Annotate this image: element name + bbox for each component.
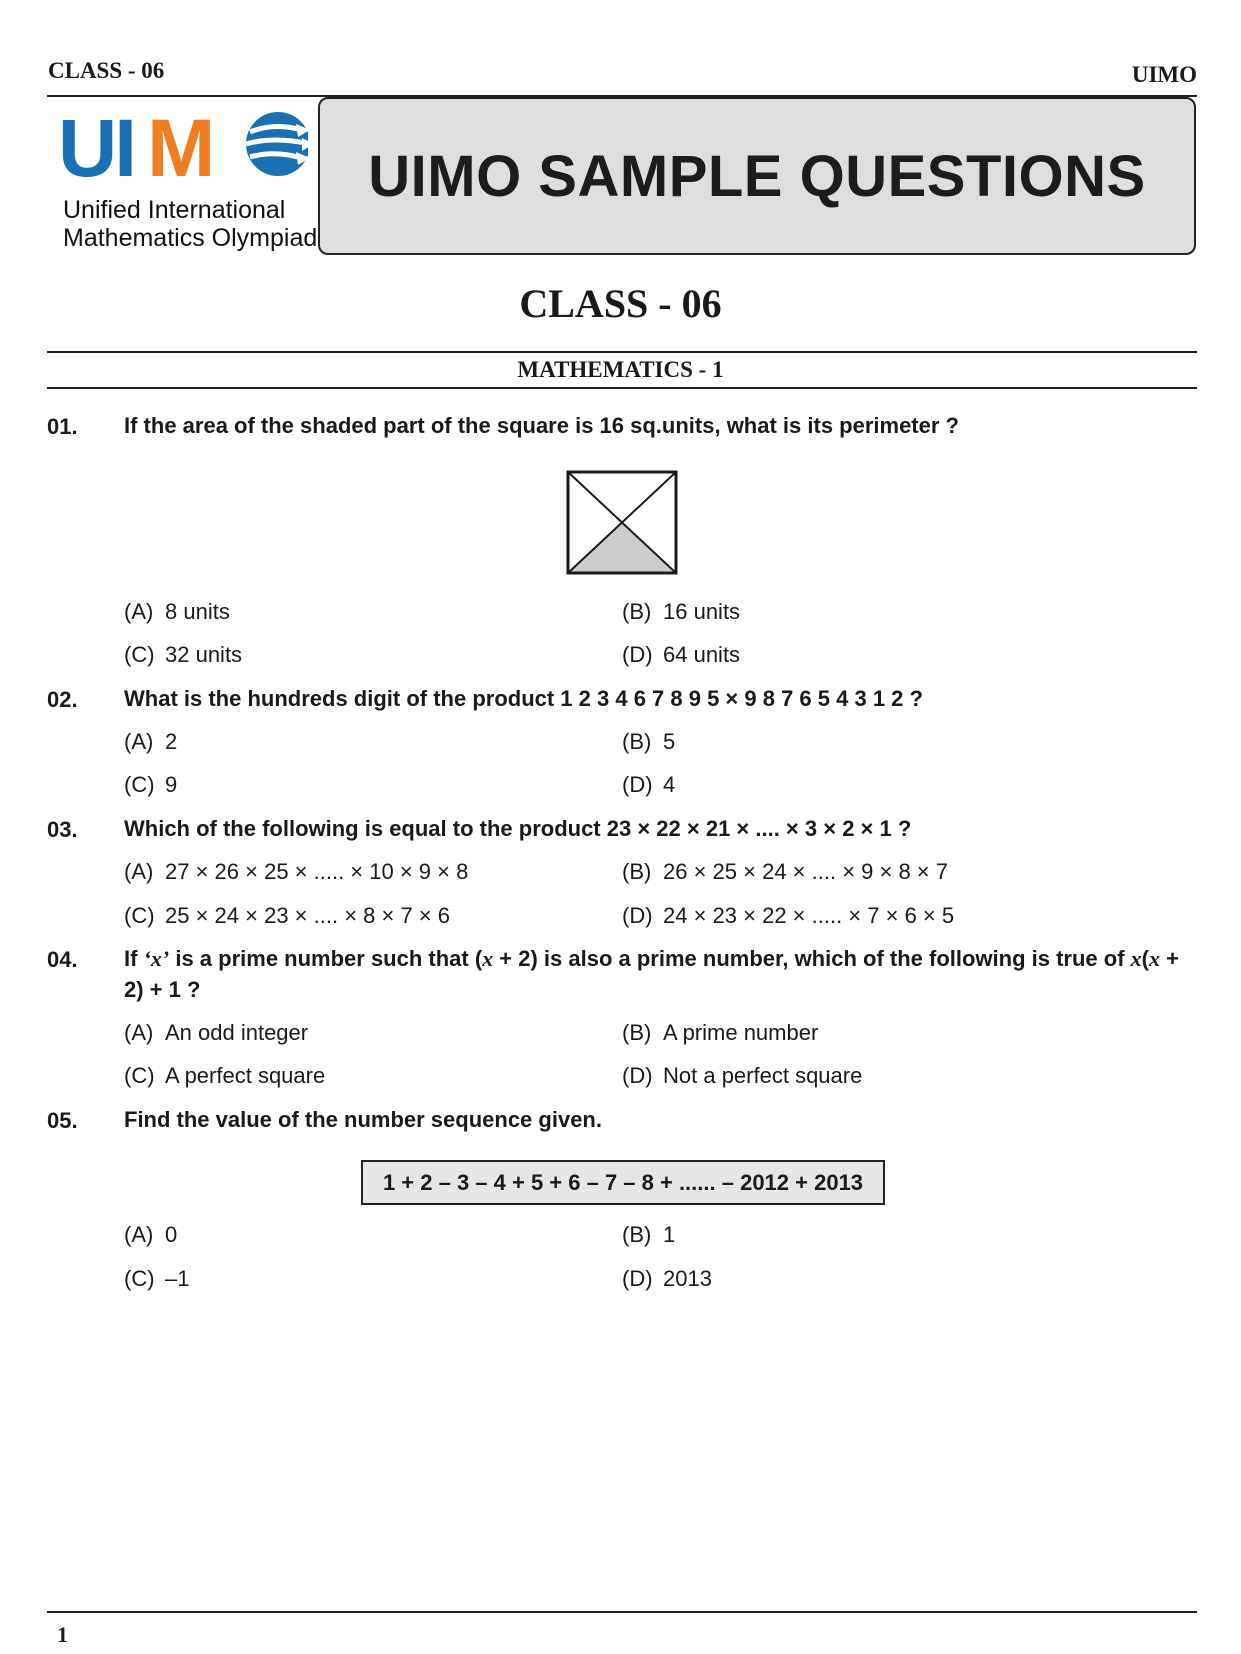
option-label: (C) [124,642,155,667]
shaded-square-figure [566,470,678,575]
option-label: (B) [622,1222,652,1247]
option-d [622,1063,862,1089]
option-label: (A) [124,729,154,754]
option-label: (B) [622,599,652,624]
banner-title: UIMO SAMPLE QUESTIONS [368,143,1146,209]
subject-top-rule [47,351,1197,353]
sequence-box: 1 + 2 – 3 – 4 + 5 + 6 – 7 – 8 + ...... – 2012 + 2013 [361,1160,885,1205]
option-text: 4 [663,772,676,797]
option-text: A prime number [663,1020,819,1045]
option-c [124,1063,325,1089]
option-label: (D) [622,903,653,928]
option-label: (C) [124,903,155,928]
option-label: (A) [124,859,154,884]
shaded-triangle [568,523,676,574]
question-number: 02. [47,687,78,712]
logo-subtitle-line1: Unified International [63,196,286,224]
option-c [124,903,450,929]
option-c [124,642,242,668]
subject-bottom-rule [47,387,1197,389]
option-a [124,1020,308,1046]
question-text: If ‘x’ is a prime number such that (x + 2) is also a prime number, which of the following is true of x(x + 2) + 1 ? [124,946,1179,1002]
option-label: (C) [124,772,155,797]
option-text: 5 [663,729,676,754]
title-banner [318,97,1196,255]
option-a [124,1222,177,1248]
option-b [622,729,675,755]
question-text: What is the hundreds digit of the product 1 2 3 4 6 7 8 9 5 × 9 8 7 6 5 4 3 1 2 ? [124,686,923,711]
option-text: 2 [165,729,178,754]
option-text: 24 × 23 × 22 × ..... × 7 × 6 × 5 [663,903,955,928]
option-d [622,903,954,929]
option-text: 27 × 26 × 25 × ..... × 10 × 9 × 8 [165,859,469,884]
option-a [124,599,230,625]
option-label: (A) [124,599,154,624]
option-b [622,859,948,885]
option-text: 0 [165,1222,178,1247]
option-label: (D) [622,1063,653,1088]
option-text: 2013 [663,1266,712,1291]
question-number: 01. [47,414,78,439]
option-a [124,729,177,755]
option-d [622,642,740,668]
option-text: –1 [165,1266,190,1291]
option-text: 25 × 24 × 23 × .... × 8 × 7 × 6 [165,903,451,928]
option-c [124,772,177,798]
option-label: (B) [622,729,652,754]
option-b [622,1222,675,1248]
subject-heading: MATHEMATICS - 1 [517,357,724,382]
option-text: 16 units [663,599,741,624]
option-d [622,772,675,798]
globe-icon [246,112,308,176]
option-label: (A) [124,1020,154,1045]
logo-subtitle [63,196,317,252]
option-text: Not a perfect square [663,1063,863,1088]
option-label: (C) [124,1266,155,1291]
question-number: 05. [47,1108,78,1133]
footer-divider [47,1611,1197,1613]
option-label: (D) [622,772,653,797]
option-text: 32 units [165,642,243,667]
option-b [622,599,740,625]
option-text: 64 units [663,642,741,667]
option-label: (C) [124,1063,155,1088]
question-text: Which of the following is equal to the product 23 × 22 × 21 × .... × 3 × 2 × 1 ? [124,816,912,841]
option-label: (B) [622,1020,652,1045]
option-text: 26 × 25 × 24 × .... × 9 × 8 × 7 [663,859,949,884]
logo-letters-ui: UI [58,110,134,194]
question-number: 04. [47,947,78,972]
option-label: (A) [124,1222,154,1247]
option-text: 9 [165,772,178,797]
option-c [124,1266,189,1292]
question-text: If the area of the shaded part of the square is 16 sq.units, what is its perimeter ? [124,413,959,438]
option-b [622,1020,818,1046]
option-a [124,859,468,885]
option-text: 8 units [165,599,230,624]
page-number: 1 [57,1622,68,1647]
option-label: (D) [622,1266,653,1291]
question-text: Find the value of the number sequence given. [124,1107,602,1132]
option-label: (B) [622,859,652,884]
option-label: (D) [622,642,653,667]
header-brand-label: UIMO [1131,62,1197,87]
option-text: An odd integer [165,1020,309,1045]
question-number: 03. [47,817,78,842]
class-title: CLASS - 06 [519,281,722,326]
header-class-label: CLASS - 06 [48,58,165,83]
option-text: A perfect square [165,1063,326,1088]
logo-letter-m: M [147,110,216,194]
option-text: 1 [663,1222,676,1247]
logo-subtitle-line2: Mathematics Olympiad [63,224,318,252]
option-d [622,1266,712,1292]
